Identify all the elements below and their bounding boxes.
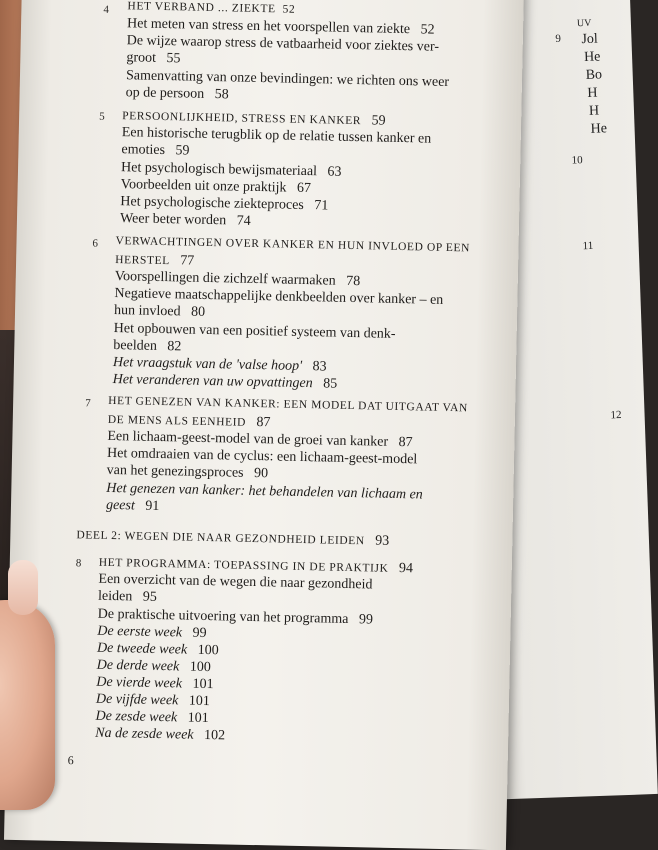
toc-entry: Het psychologisch bewijsmateriaal 63 xyxy=(120,160,342,180)
toc-entry: Samenvatting van onze bevindingen: we richten ons weer xyxy=(125,68,450,90)
toc-entry: Het genezen van kanker: het behandelen van lichaam en xyxy=(106,480,423,503)
toc-entry: Een lichaam-geest-model van de groei van kanker 87 xyxy=(107,428,413,451)
chapter-number: 4 xyxy=(103,3,110,16)
chapter-number: 8 xyxy=(75,557,82,570)
chapter-title: HET GENEZEN VAN KANKER: EEN MODEL DAT UITGAAT VAN xyxy=(108,394,468,415)
toc-entry: De vierde week 101 xyxy=(96,674,214,693)
toc-entry: Een historische terugblik op de relatie tussen kanker en xyxy=(121,125,432,147)
page-number: 6 xyxy=(67,753,74,768)
chapter-title: HET PROGRAMMA: TOEPASSING IN DE PRAKTIJK 94 xyxy=(98,556,414,577)
chapter-title: VERWACHTINGEN OVER KANKER EN HUN INVLOED OP EEN xyxy=(115,235,471,255)
right-fragment: Jol xyxy=(581,31,599,48)
toc-entry: Het vraagstuk van de 'valse hoop' 83 xyxy=(112,354,327,375)
toc-entry: Na de zesde week 102 xyxy=(95,725,226,744)
toc-entry: De praktische uitvoering van het programma 99 xyxy=(97,606,374,628)
right-chapter-number: 12 xyxy=(610,408,622,422)
toc-entry: Een overzicht van de wegen die naar gezondheid xyxy=(98,571,373,593)
toc-entry: Negatieve maatschappelijke denkbeelden over kanker – en xyxy=(114,286,444,308)
toc-entry: Voorbeelden uit onze praktijk 67 xyxy=(120,177,312,197)
chapter-number: 6 xyxy=(92,237,99,250)
right-fragment: Bo xyxy=(585,67,603,84)
part-title: DEEL 2: WEGEN DIE NAAR GEZONDHEID LEIDEN 93 xyxy=(76,529,390,549)
right-fragment: H xyxy=(587,85,598,101)
toc-entry: Voorspellingen die zichzelf waarmaken 78 xyxy=(114,269,361,290)
toc-entry: beelden 82 xyxy=(113,337,182,355)
toc-entry: geest 91 xyxy=(105,497,160,514)
toc-entry: Het opbouwen van een positief systeem van denk- xyxy=(113,320,396,342)
toc-entry: emoties 59 xyxy=(121,142,190,159)
book-page xyxy=(4,0,524,850)
toc-entry: Het omdraaien van de cyclus: een lichaam-geest-model xyxy=(106,445,418,468)
chapter-title: PERSOONLIJKHEID, STRESS EN KANKER 59 xyxy=(122,110,386,129)
toc-entry: leiden 95 xyxy=(97,588,157,605)
toc-entry: op de persoon 58 xyxy=(125,85,229,103)
toc-entry: De wijze waarop stress de vatbaarheid voor ziektes ver- xyxy=(126,33,440,55)
toc-entry: van het genezingsproces 90 xyxy=(106,462,269,482)
thumb xyxy=(0,600,55,810)
toc-entry: Het meten van stress en het voorspellen van ziekte 52 xyxy=(126,16,435,38)
toc-entry: groot 55 xyxy=(126,50,181,67)
toc-entry: De zesde week 101 xyxy=(95,708,209,727)
right-chapter-number: 10 xyxy=(571,154,583,167)
toc-entry: Het psychologische ziekteproces 71 xyxy=(120,194,329,214)
right-chapter-number: 9 xyxy=(555,32,562,46)
toc-entry: De vijfde week 101 xyxy=(95,691,210,710)
thumbnail-nail xyxy=(8,560,38,615)
chapter-title-continued: DE MENS ALS EENHEID 87 xyxy=(107,413,271,431)
toc-entry: Het veranderen van uw opvattingen 85 xyxy=(112,371,338,392)
right-fragment: He xyxy=(590,121,608,137)
toc-entry: hun invloed 80 xyxy=(113,303,206,320)
right-fragment: UV xyxy=(576,17,592,30)
chapter-title: HET VERBAND ... ZIEKTE 52 xyxy=(127,0,296,16)
chapter-number: 5 xyxy=(99,110,105,123)
right-fragment: H xyxy=(588,103,600,119)
chapter-number: 7 xyxy=(85,397,91,410)
chapter-title-continued: HERSTEL 77 xyxy=(115,253,195,269)
toc-entry: De eerste week 99 xyxy=(97,623,207,642)
toc-entry: Weer beter worden 74 xyxy=(119,211,251,229)
toc-entry: De derde week 100 xyxy=(96,657,211,676)
toc-entry: De tweede week 100 xyxy=(96,640,219,659)
right-fragment: He xyxy=(583,49,601,66)
right-chapter-number: 11 xyxy=(582,239,594,253)
